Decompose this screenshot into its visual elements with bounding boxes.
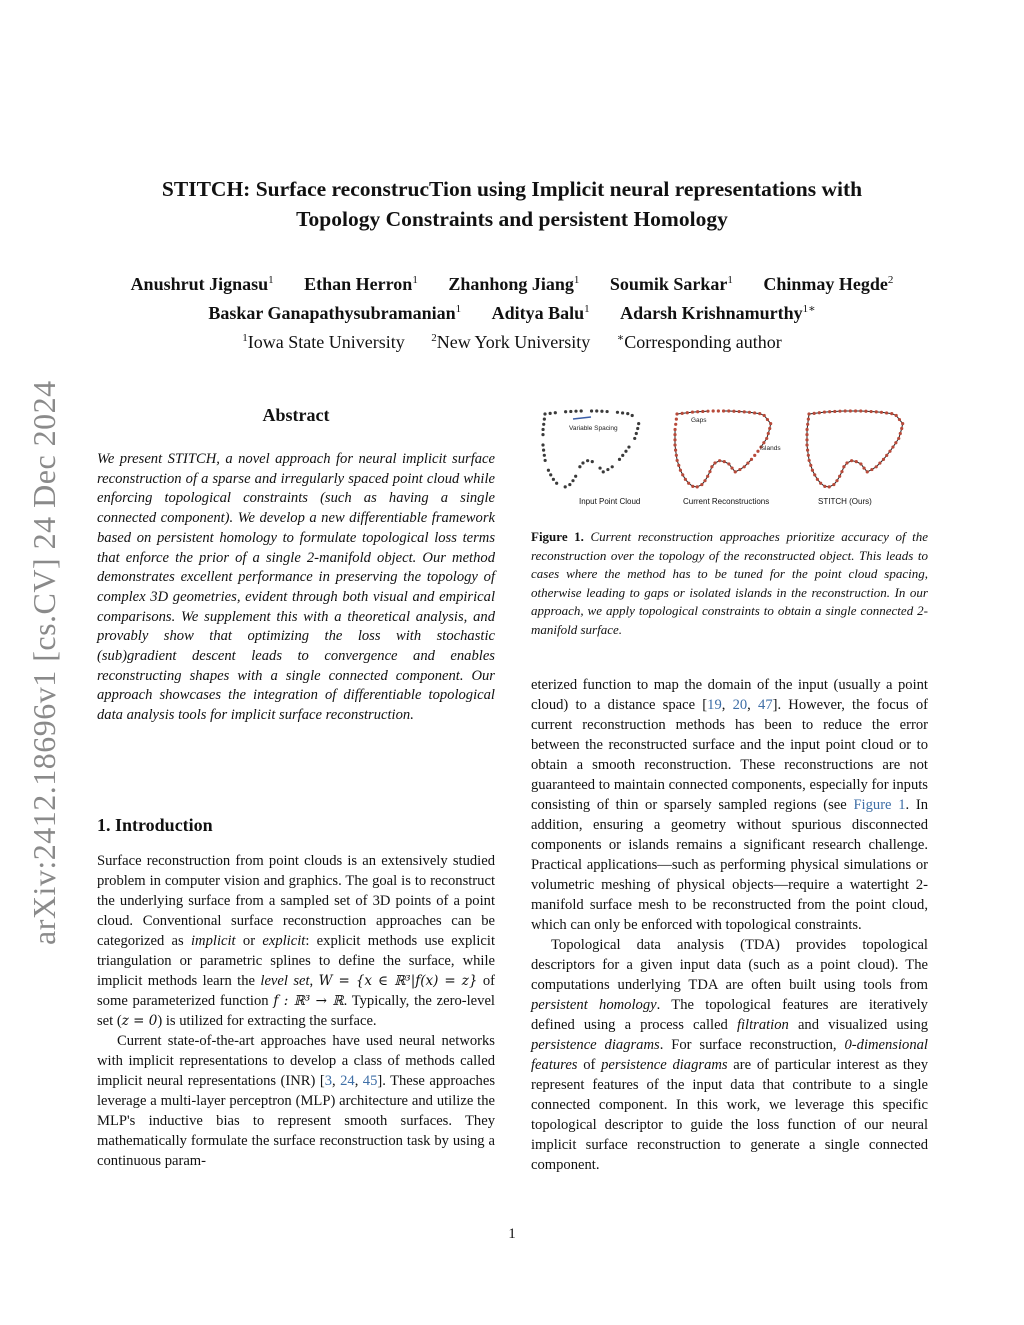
author-sup: 1 <box>455 303 462 315</box>
point-dot <box>763 414 766 417</box>
point-dot <box>750 458 753 461</box>
intro-paragraph-2 <box>97 1031 495 1171</box>
point-dot <box>681 473 684 476</box>
affiliation-sup: ∗ <box>616 332 625 344</box>
point-dot <box>805 443 808 446</box>
point-dot <box>673 438 676 441</box>
point-dot <box>885 411 888 414</box>
point-dot <box>809 464 812 467</box>
point-dot <box>552 478 555 481</box>
authors-line-1 <box>60 268 964 297</box>
point-dot <box>859 409 862 412</box>
stitch-panel <box>805 409 904 488</box>
author <box>304 274 418 294</box>
point-dot <box>600 410 603 413</box>
point-dot <box>819 482 822 485</box>
point-dot <box>805 438 808 441</box>
emphasis: 0-dimensional features <box>531 1037 928 1073</box>
affiliation-sup: 2 <box>431 332 437 344</box>
figure-1-illustration <box>531 402 928 520</box>
point-dot <box>835 479 838 482</box>
author-sup: 2 <box>887 274 894 286</box>
point-dot <box>732 410 735 413</box>
point-dot <box>637 422 640 425</box>
panel-label-current: Current Reconstructions <box>683 497 770 506</box>
citation-link[interactable]: 19 <box>707 697 722 713</box>
intro-left-column <box>97 851 495 1171</box>
point-dot <box>753 454 756 457</box>
point-dot <box>549 473 552 476</box>
point-dot <box>541 428 544 431</box>
point-dot <box>727 409 730 412</box>
point-dot <box>675 418 678 421</box>
point-dot <box>580 409 583 412</box>
input-point-cloud-panel <box>541 409 640 488</box>
text-run: Current state-of-the-art approaches have used neural networks with implicit representations to develop a class of methods called implicit neural representations (INR) [ <box>97 1033 495 1089</box>
point-dot <box>811 469 814 472</box>
point-dot <box>602 470 605 473</box>
point-dot <box>542 423 545 426</box>
abstract-heading: Abstract <box>262 405 330 425</box>
point-dot <box>676 459 679 462</box>
point-dot <box>691 485 694 488</box>
point-dot <box>805 433 808 436</box>
math-expression: f : ℝ³ → ℝ <box>273 993 344 1009</box>
point-dot <box>807 454 810 457</box>
point-dot <box>722 409 725 412</box>
point-dot <box>581 461 584 464</box>
point-dot <box>677 464 680 467</box>
point-dot <box>866 470 869 473</box>
text-run: ) is utilized for extracting the surface. <box>157 1013 377 1029</box>
point-dot <box>713 461 716 464</box>
point-dot <box>675 454 678 457</box>
point-dot <box>591 460 594 463</box>
point-dot <box>838 410 841 413</box>
point-dot <box>753 411 756 414</box>
author-name: Adarsh Krishnamurthy <box>620 303 803 323</box>
point-dot <box>586 459 589 462</box>
point-dot <box>734 470 737 473</box>
point-dot <box>686 411 689 414</box>
citation-link[interactable]: 24 <box>340 1073 355 1089</box>
point-dot <box>701 410 704 413</box>
affiliation-text: Corresponding author <box>624 332 782 352</box>
title-line-1: STITCH: Surface reconstrucTion using Implicit neural representations with <box>161 177 863 201</box>
author <box>208 303 461 323</box>
point-dot <box>564 485 567 488</box>
point-dot <box>897 437 900 440</box>
point-dot <box>738 410 741 413</box>
point-dot <box>727 462 730 465</box>
point-dot <box>806 449 809 452</box>
point-dot <box>758 412 761 415</box>
point-dot <box>743 465 746 468</box>
point-dot <box>684 478 687 481</box>
point-dot <box>564 410 567 413</box>
affiliation-text: Iowa State University <box>247 332 405 352</box>
point-dot <box>738 468 741 471</box>
panel-label-stitch: STITCH (Ours) <box>818 497 872 506</box>
point-dot <box>712 409 715 412</box>
point-dot <box>850 459 853 462</box>
point-dot <box>708 470 711 473</box>
text-run: , <box>354 1073 363 1089</box>
author <box>492 303 590 323</box>
point-dot <box>706 410 709 413</box>
point-dot <box>828 410 831 413</box>
figure-1 <box>531 402 928 520</box>
point-dot <box>842 465 845 468</box>
text-run: . In addition, ensuring a geometry without spurious disconnected components or islands remains a significant research challenge. Practical applications—such as performing physical simulations or volumetric meshing of physical objects—require a watertight 2-manifold surface mesh to be reconstructed from the point cloud, which can only be enforced with topological constraints. <box>531 797 928 933</box>
point-dot <box>543 412 546 415</box>
point-dot <box>891 445 894 448</box>
point-dot <box>636 427 639 430</box>
text-run: Surface reconstruction from point clouds is an extensively studied problem in computer vision and graphics. The goal is to reconstruct the underlying surface from a sampled set of 3D points of a point cloud. Conventional surface reconstruction approaches can be categorized as <box>97 853 495 949</box>
author-sup: 1 <box>573 274 580 286</box>
affiliation-sup: 1 <box>242 332 248 344</box>
text-run: ]. However, the focus of current reconstruction methods has been to reduce the error between the reconstructed surface and the input point cloud or to obtain a smooth reconstruction. These reconstructions are not guaranteed to maintain connected components, especially for inputs consisting of thin or sparsely sampled regions (see <box>531 697 929 813</box>
math-expression: W = {x ∈ ℝ³|f(x) = z} <box>318 973 478 989</box>
point-dot <box>595 409 598 412</box>
point-dot <box>571 479 574 482</box>
point-dot <box>875 465 878 468</box>
author-name: Soumik Sarkar <box>609 274 728 294</box>
point-dot <box>808 459 811 462</box>
citation-link[interactable]: 3 <box>324 1073 332 1089</box>
text-run: , <box>747 697 759 713</box>
point-dot <box>578 465 581 468</box>
author <box>610 274 733 294</box>
text-run: . For surface reconstruction, <box>659 1037 845 1053</box>
point-dot <box>767 432 770 435</box>
point-dot <box>691 410 694 413</box>
text-run: are of particular interest as they represent features of the input data that contribute to a single connected component. In this work, we leverage this specific topological descriptor to guide the loss function of our neural implicit surface reconstruction to generate a single connected component. <box>531 1057 928 1173</box>
author-sup: 1 <box>584 303 590 315</box>
author-list <box>60 268 964 326</box>
point-dot <box>700 483 703 486</box>
point-dot <box>542 449 545 452</box>
point-dot <box>618 458 621 461</box>
point-dot <box>543 418 546 421</box>
point-dot <box>823 485 826 488</box>
point-dot <box>766 418 769 421</box>
point-dot <box>543 454 546 457</box>
point-dot <box>832 483 835 486</box>
point-dot <box>626 412 629 415</box>
point-dot <box>621 454 624 457</box>
author <box>763 274 893 294</box>
point-dot <box>633 437 636 440</box>
text-run: . Typically, the zero-level set ( <box>97 993 495 1029</box>
intro-paragraph-3 <box>531 675 928 935</box>
text-run: , <box>721 697 733 713</box>
point-dot <box>888 450 891 453</box>
point-dot <box>549 412 552 415</box>
affiliation <box>242 332 404 352</box>
authors-line-2 <box>60 297 964 326</box>
point-dot <box>818 411 821 414</box>
point-dot <box>723 460 726 463</box>
point-dot <box>621 411 624 414</box>
point-dot <box>895 414 898 417</box>
gaps-label: Gaps <box>691 417 707 424</box>
point-dot <box>679 469 682 472</box>
author-sup: 1 <box>268 274 274 286</box>
point-dot <box>673 443 676 446</box>
title-line-2: Topology Constraints and persistent Homology <box>296 207 728 231</box>
point-dot <box>606 410 609 413</box>
point-dot <box>855 460 858 463</box>
point-dot <box>813 412 816 415</box>
point-dot <box>901 422 904 425</box>
point-dot <box>703 479 706 482</box>
point-dot <box>673 433 676 436</box>
author-name: Ethan Herron <box>304 274 413 294</box>
point-dot <box>840 470 843 473</box>
emphasis: persistence diagrams <box>531 1037 660 1053</box>
point-dot <box>611 465 614 468</box>
point-dot <box>574 475 577 478</box>
point-dot <box>687 482 690 485</box>
point-dot <box>674 423 677 426</box>
point-dot <box>675 412 678 415</box>
variable-spacing-arrow <box>573 417 591 419</box>
point-dot <box>845 461 848 464</box>
point-dot <box>862 466 865 469</box>
point-dot <box>765 437 768 440</box>
point-dot <box>616 411 619 414</box>
point-dot <box>696 485 699 488</box>
point-dot <box>674 449 677 452</box>
emphasis: implicit <box>191 933 236 949</box>
point-dot <box>885 454 888 457</box>
point-dot <box>882 458 885 461</box>
point-dot <box>762 441 765 444</box>
author-sup: 1 <box>727 274 733 286</box>
point-dot <box>807 418 810 421</box>
point-dot <box>870 410 873 413</box>
page-number: 1 <box>508 1226 516 1242</box>
intro-paragraph-4 <box>531 935 928 1175</box>
point-dot <box>706 475 709 478</box>
text-run: of <box>577 1057 602 1073</box>
citation-link[interactable]: 47 <box>758 697 773 713</box>
point-dot <box>555 482 558 485</box>
point-dot <box>635 432 638 435</box>
point-dot <box>900 427 903 430</box>
author-name: Anushrut Jignasu <box>130 274 269 294</box>
point-dot <box>823 410 826 413</box>
affiliation <box>617 332 782 352</box>
point-dot <box>746 462 749 465</box>
point-dot <box>606 468 609 471</box>
panel-label-input: Input Point Cloud <box>579 497 641 506</box>
point-dot <box>627 445 630 448</box>
author-name: Aditya Balu <box>491 303 585 323</box>
math-expression: z = 0 <box>121 1013 158 1029</box>
author-sup: 1 <box>412 274 418 286</box>
intro-paragraph-1 <box>97 851 495 1031</box>
author-name: Chinmay Hegde <box>763 274 888 294</box>
point-dot <box>806 423 809 426</box>
text-run: . The topological features are iteratively defined using a process called <box>531 997 928 1033</box>
intro-right-column <box>531 675 928 1175</box>
point-dot <box>624 450 627 453</box>
text-run: or <box>235 933 263 949</box>
point-dot <box>854 409 857 412</box>
figure-1-caption <box>531 528 928 639</box>
point-dot <box>547 469 550 472</box>
author <box>131 274 274 294</box>
text-run: eterized function to map the domain of the input (usually a point cloud) to a distance space [ <box>531 677 928 713</box>
text-run: and visualized using <box>788 1017 928 1033</box>
point-dot <box>541 433 544 436</box>
point-dot <box>696 410 699 413</box>
text-run: Topological data analysis (TDA) provides topological descriptors for a given input data (such as a point cloud). The computations underlying TDA are often built using tools from <box>531 937 928 993</box>
caption-label: Figure 1. <box>531 529 584 544</box>
emphasis: level set <box>260 973 310 989</box>
point-dot <box>807 412 810 415</box>
point-dot <box>569 410 572 413</box>
point-dot <box>813 473 816 476</box>
point-dot <box>631 414 634 417</box>
point-dot <box>710 465 713 468</box>
point-dot <box>864 410 867 413</box>
point-dot <box>828 485 831 488</box>
author-name: Baskar Ganapathysubramanian <box>208 303 456 323</box>
text-run: , <box>332 1073 341 1089</box>
emphasis: persistent homology <box>531 997 657 1013</box>
point-dot <box>849 409 852 412</box>
point-dot <box>816 478 819 481</box>
point-dot <box>769 422 772 425</box>
point-dot <box>717 409 720 412</box>
current-reconstructions-panel <box>673 409 772 488</box>
point-dot <box>880 411 883 414</box>
affiliation <box>431 332 590 352</box>
author <box>448 274 579 294</box>
point-dot <box>554 411 557 414</box>
citation-link[interactable]: 20 <box>732 697 748 713</box>
point-dot <box>838 475 841 478</box>
arxiv-identifier: arXiv:2412.18696v1 [cs.CV] 24 Dec 2024 <box>26 380 62 945</box>
point-dot <box>768 427 771 430</box>
point-dot <box>870 468 873 471</box>
affiliation-text: New York University <box>436 332 591 352</box>
point-dot <box>890 412 893 415</box>
point-dot <box>894 441 897 444</box>
point-dot <box>574 410 577 413</box>
section-heading-introduction: 1. Introduction <box>97 815 213 835</box>
affiliations <box>60 326 964 354</box>
point-dot <box>681 412 684 415</box>
point-dot <box>544 459 547 462</box>
point-dot <box>898 418 901 421</box>
text-run: : explicit methods use explicit triangulation or parametric splines to define the surface, while implicit methods learn the <box>97 933 495 989</box>
figure-reference-link[interactable]: Figure 1 <box>853 797 906 813</box>
islands-label: Islands <box>760 445 781 452</box>
point-dot <box>673 428 676 431</box>
author-name: Zhanhong Jiang <box>448 274 574 294</box>
point-dot <box>541 443 544 446</box>
point-dot <box>844 409 847 412</box>
point-dot <box>859 462 862 465</box>
point-dot <box>598 466 601 469</box>
point-dot <box>805 428 808 431</box>
paper-title <box>60 174 964 234</box>
text-run: of some parameterized function <box>97 973 496 1009</box>
caption-text: Current reconstruction approaches prioritize accuracy of the reconstruction over the topology of the reconstructed object. This leads to cases where the method has to be tuned for the point cloud spacing, otherwise leading to gaps or isolated islands in the reconstruction. In our approach, we apply topological constraints to obtain a single connected 2-manifold surface. <box>531 529 929 637</box>
point-dot <box>899 432 902 435</box>
point-dot <box>833 410 836 413</box>
author <box>620 303 816 323</box>
point-dot <box>730 466 733 469</box>
author-sup: 1∗ <box>802 303 816 315</box>
point-dot <box>878 462 881 465</box>
text-run: ]. These approaches leverage a multi-layer perceptron (MLP) architecture and utilize the MLP's inductive bias to represent smooth surfaces. They mathematically formulate the surface reconstruction task by using a continuous param- <box>97 1073 495 1169</box>
point-dot <box>568 483 571 486</box>
point-dot <box>875 410 878 413</box>
text-run: , <box>309 973 319 989</box>
stitch-curve <box>807 411 903 487</box>
point-dot <box>590 409 593 412</box>
citation-link[interactable]: 45 <box>362 1073 378 1089</box>
emphasis: filtration <box>736 1017 789 1033</box>
point-dot <box>743 410 746 413</box>
variable-spacing-label: Variable Spacing <box>569 425 618 432</box>
point-dot <box>718 459 721 462</box>
emphasis: explicit <box>262 933 306 949</box>
abstract-text: We present STITCH, a novel approach for neural implicit surface reconstruction of a sparse and irregularly spaced point cloud while enforcing topological constraints (such as having a single connected component). We develop a new differentiable framework based on persistent homology to formulate topological loss terms that enforce the prior of a single 2-manifold object. Our method demonstrates excellent performance in preserving the topology of complex 3D geometries, evident through both visual and empirical comparisons. We supplement this with a theoretical analysis, and provably show that optimizing the loss with stochastic (sub)gradient descent leads to convergence and enables reconstructing shapes with a single connected component. Our approach showcases the integration of differentiable topological data analysis tools for implicit surface reconstruction. <box>97 451 495 724</box>
point-dot <box>748 411 751 414</box>
emphasis: persistence diagrams <box>601 1057 728 1073</box>
